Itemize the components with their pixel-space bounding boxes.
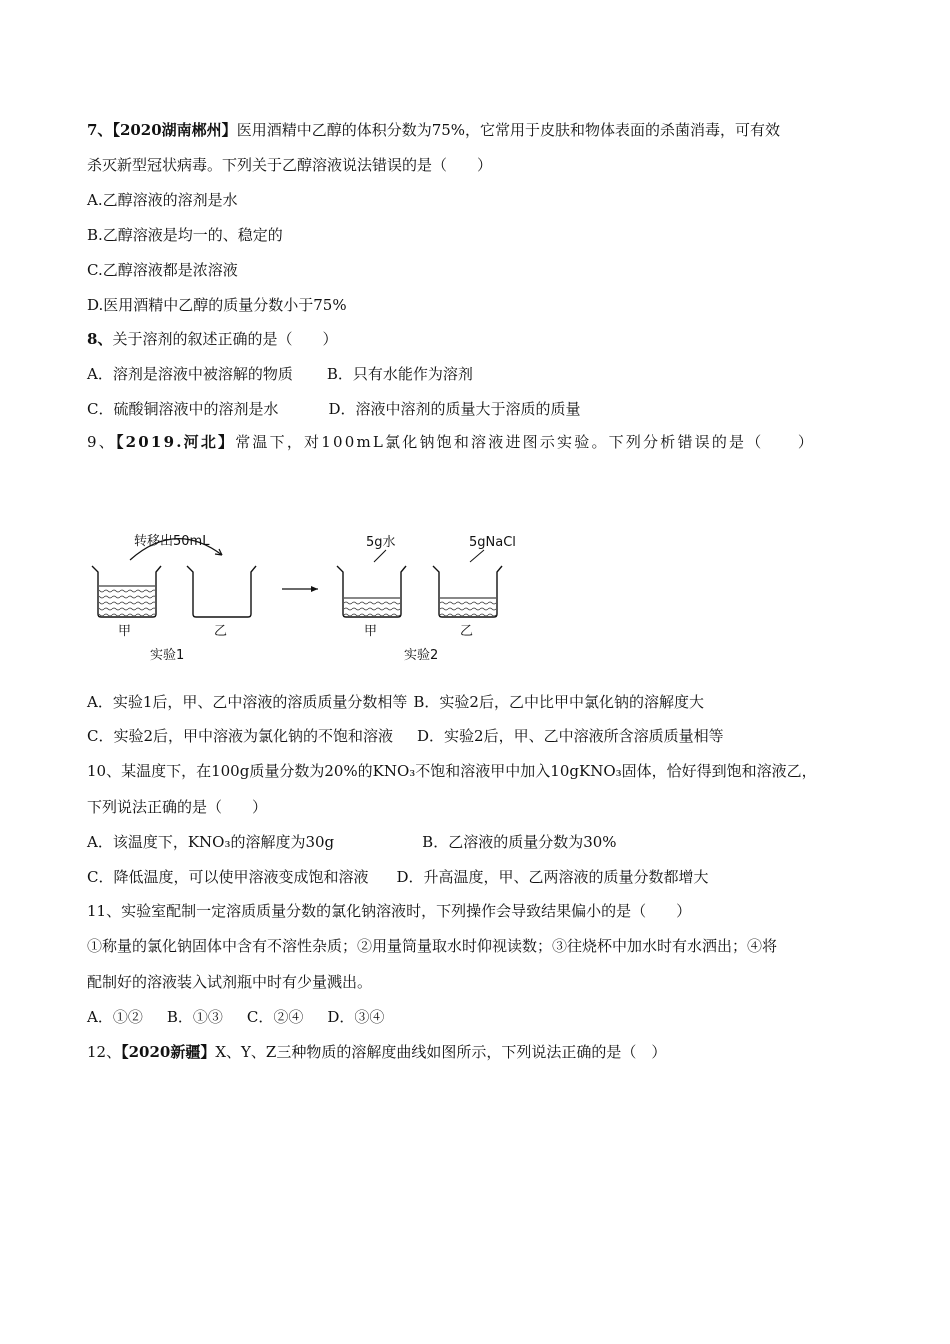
add-nacl-label: 5gNaCl [469,535,516,550]
q11-option-b: B．①③ [166,1008,223,1026]
q7-number: 7、 [87,121,113,139]
beaker-jia-exp2 [337,566,406,617]
process-arrow-head-icon [311,586,318,592]
q11-stem-text: 实验室配制一定溶质质量分数的氯化钠溶液时，下列操作会导致结果偏小的是（ ） [121,902,692,920]
q8-number: 8、 [87,330,113,348]
q7-option-d: D.医用酒精中乙醇的质量分数小于75% [87,296,347,314]
q8-stem-text: 关于溶剂的叙述正确的是（ ） [112,330,338,348]
beaker-yi-exp1 [187,566,256,617]
q12-number: 12、 [87,1043,122,1061]
q11-option-a: A．①② [87,1008,143,1026]
q9-option-c: C．实验2后，甲中溶液为氯化钠的不饱和溶液 [87,727,394,745]
q12-stem-text: X、Y、Z三种物质的溶解度曲线如图所示，下列说法正确的是（ ） [215,1043,667,1061]
q7-option-b: B.乙醇溶液是均一的、稳定的 [87,226,283,244]
q8-option-d: D．溶液中溶剂的质量大于溶质的质量 [328,400,581,418]
q12-stem [87,1042,666,1062]
q10-options-row2 [87,867,709,887]
q8-option-b: B．只有水能作为溶剂 [326,365,473,383]
q9-options-row1 [87,692,704,712]
transfer-label: 转移出50mL [134,534,210,549]
q11-stem [87,901,691,921]
q8-option-a: A．溶剂是溶液中被溶解的物质 [87,365,293,383]
q10-option-c: C．降低温度，可以使甲溶液变成饱和溶液 [87,868,369,886]
add-water-label: 5g水 [366,535,396,550]
q10-option-b: B．乙溶液的质量分数为30% [422,833,617,851]
q11-detail-line2: 配制好的溶液装入试剂瓶中时有少量溅出。 [87,973,373,991]
exp2-label: 实验2 [404,648,439,663]
exp1-beaker-jia-label: 甲 [118,624,132,639]
q10-stem-line1 [87,761,817,781]
exp1-label: 实验1 [150,648,185,663]
q9-option-d: D．实验2后，甲、乙中溶液所含溶质质量相等 [417,727,724,745]
q10-stem-text1: 某温度下，在100g质量分数为20%的KNO₃不饱和溶液甲中加入10gKNO₃固体，恰好得到饱和溶液乙， [121,762,817,780]
q10-option-a: A．该温度下，KNO₃的溶解度为30g [87,833,335,851]
beaker-yi-exp2 [433,566,502,617]
exp2-beaker-yi-label: 乙 [460,624,474,639]
q7-option-a: A.乙醇溶液的溶剂是水 [87,191,238,209]
q10-number: 10、 [87,762,122,780]
exp1-beaker-yi-label: 乙 [214,624,228,639]
exp2-beaker-jia-label: 甲 [364,624,378,639]
q11-option-c: C．②④ [246,1008,304,1026]
q9-options-row2 [87,726,724,746]
q7-stem-text1: 医用酒精中乙醇的体积分数为75%，它常用于皮肤和物体表面的杀菌消毒，可有效 [236,121,781,139]
add-water-pointer [374,550,386,562]
q11-number: 11、 [87,902,122,920]
q11-options [87,1007,384,1027]
beaker-jia-exp2-solution [344,598,400,616]
q11-option-d: D．③④ [327,1008,385,1026]
q9-option-b: B．实验2后，乙中比甲中氯化钠的溶解度大 [413,693,704,711]
q11-detail-line1: ①称量的氯化钠固体中含有不溶性杂质；②用量筒量取水时仰视读数；③往烧杯中加水时有水洒出；④将 [87,937,778,955]
q9-number: 9、 [87,433,116,451]
q7-option-c: C.乙醇溶液都是浓溶液 [87,261,238,279]
q9-source-tag: 【2019.河北】 [115,433,236,451]
beaker-yi-exp2-solution [440,598,496,616]
q8-option-c: C．硫酸铜溶液中的溶剂是水 [87,400,279,418]
q9-option-a: A．实验1后，甲、乙中溶液的溶质质量分数相等 [87,693,408,711]
q9-stem-text: 常温下，对100mL氯化钠饱和溶液进图示实验。下列分析错误的是（ ） [235,433,816,451]
q10-option-d: D．升高温度，甲、乙两溶液的质量分数都增大 [396,868,709,886]
q7-source-tag: 【2020湖南郴州】 [112,121,237,139]
add-nacl-pointer [470,550,484,562]
q12-source-tag: 【2020新疆】 [121,1043,216,1061]
q10-options-row1 [87,832,617,852]
beaker-jia-exp1 [92,566,161,617]
beaker-jia-exp1-solution [99,586,155,616]
q10-stem-line2: 下列说法正确的是（ ） [87,798,268,816]
q7-stem-line2: 杀灭新型冠状病毒。下列关于乙醇溶液说法错误的是（ ） [87,156,493,174]
